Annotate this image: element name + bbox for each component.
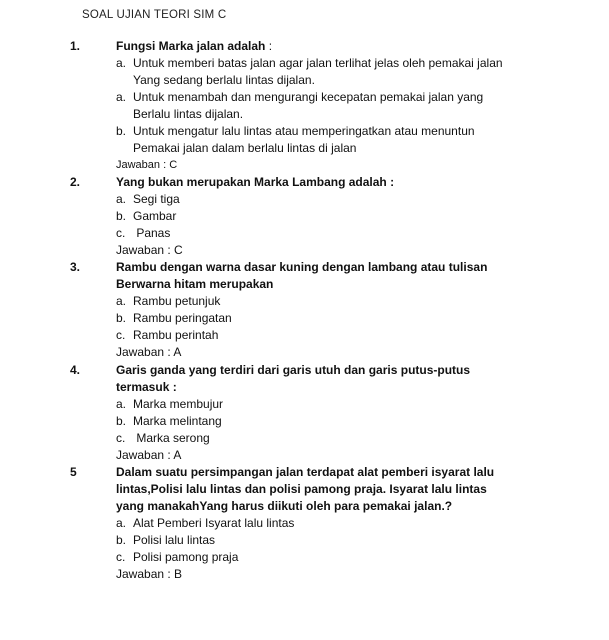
answer-text: Jawaban : A (116, 345, 182, 359)
option-item: a. Segi tiga (116, 192, 180, 206)
question-number: 2. (70, 175, 81, 189)
option-item: c. Rambu perintah (116, 328, 219, 342)
option-item: a. Rambu petunjuk (116, 294, 221, 308)
answer-text: Jawaban : C (116, 159, 178, 171)
option-item: b. Polisi lalu lintas (116, 533, 216, 547)
question-stem: Dalam suatu persimpangan jalan terdapat alat pemberi isyarat lalu (116, 465, 495, 479)
question-stem: Rambu dengan warna dasar kuning dengan lambang atau tulisan (116, 260, 488, 274)
option-item: b. Untuk mengatur lalu lintas atau memperingatkan atau menuntun Pemakai jalan dalam berlalu lintas di jalan (116, 124, 475, 155)
question-stem: Garis ganda yang terdiri dari garis utuh dan garis putus-putus (116, 363, 471, 377)
page-title: SOAL UJIAN TEORI SIM C (82, 9, 227, 21)
question-number: 5 (70, 465, 77, 479)
option-item: b. Rambu peringatan (116, 311, 232, 325)
question-number: 1. (70, 39, 81, 53)
question-number: 3. (70, 260, 81, 274)
option-item: c. Polisi pamong praja (116, 550, 239, 564)
question-stem-line: yang manakahYang harus diikuti oleh para pemakai jalan.? (116, 499, 453, 513)
option-item: c. Panas (116, 226, 171, 240)
option-item: a. Untuk memberi batas jalan agar jalan terlihat jelas oleh pemakai jalan Yang sedang berlalu lintas dijalan. (116, 56, 503, 87)
question-stem-line: Berwarna hitam merupakan (116, 277, 274, 291)
option-item: a. Untuk menambah dan mengurangi kecepatan pemakai jalan yang Berlalu lintas dijalan. (116, 90, 484, 121)
answer-text: Jawaban : B (116, 567, 183, 581)
option-item: a. Alat Pemberi Isyarat lalu lintas (116, 516, 295, 530)
option-item: b. Marka melintang (116, 414, 222, 428)
answer-text: Jawaban : C (116, 243, 183, 257)
question-stem-line: termasuk : (116, 380, 177, 394)
question-number: 4. (70, 363, 81, 377)
option-item: c. Marka serong (116, 431, 210, 445)
option-item: b. Gambar (116, 209, 177, 223)
question-stem: Fungsi Marka jalan adalah : (116, 39, 273, 53)
answer-text: Jawaban : A (116, 448, 182, 462)
question-stem: Yang bukan merupakan Marka Lambang adalah : (116, 175, 395, 189)
question-stem-line: lintas,Polisi lalu lintas dan polisi pamong praja. Isyarat lalu lintas (116, 482, 487, 496)
option-item: a. Marka membujur (116, 397, 224, 411)
